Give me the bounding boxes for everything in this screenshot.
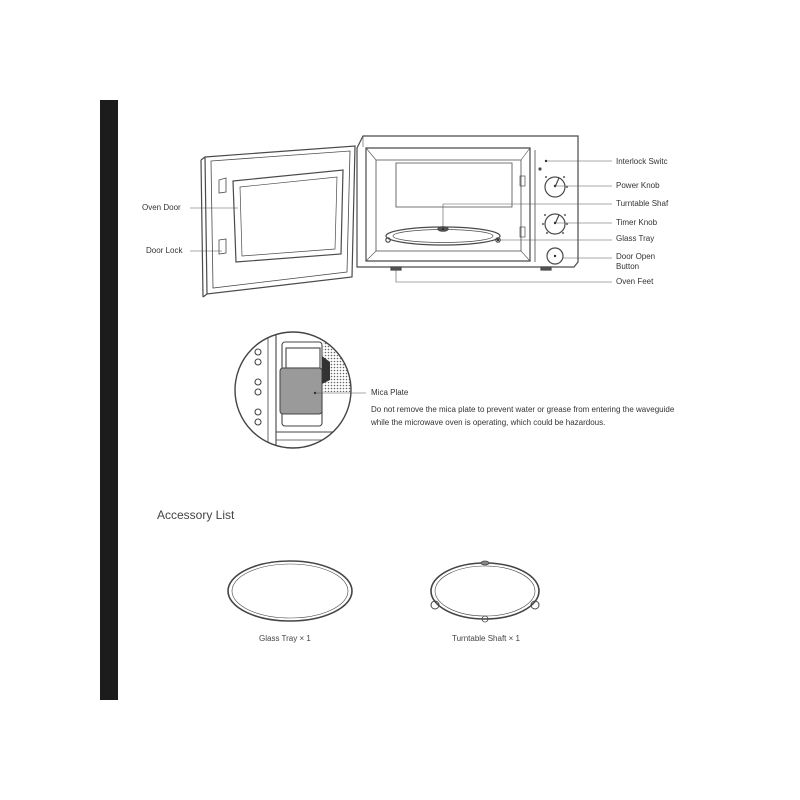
turntable-shaft-caption: Turntable Shaft × 1 bbox=[452, 634, 520, 643]
mica-plate-detail bbox=[235, 332, 366, 450]
mica-plate-note: Do not remove the mica plate to prevent water or grease from entering the waveguide while the microwave oven is operating, which could be hazardous. bbox=[371, 405, 675, 427]
accessory-list-heading: Accessory List bbox=[157, 508, 235, 522]
glass-tray-caption: Glass Tray × 1 bbox=[259, 634, 311, 643]
turntable-shaft-illustration bbox=[431, 561, 539, 622]
oven-cabinet-illustration bbox=[357, 136, 578, 270]
timer-knob-label: Timer Knob bbox=[616, 218, 658, 227]
glass-tray-illustration bbox=[228, 561, 352, 621]
power-knob-label: Power Knob bbox=[616, 181, 660, 190]
door-lock-label: Door Lock bbox=[146, 246, 183, 255]
glass-tray-label: Glass Tray bbox=[616, 234, 655, 243]
oven-door-illustration bbox=[201, 146, 355, 297]
oven-feet-label: Oven Feet bbox=[616, 277, 654, 286]
oven-door-label: Oven Door bbox=[142, 203, 181, 212]
door-open-button-label-line1: Door Open bbox=[616, 252, 656, 261]
interlock-switch-label: Interlock Switc bbox=[616, 157, 668, 166]
turntable-shaft-label: Turntable Shaf bbox=[616, 199, 669, 208]
mica-plate-title: Mica Plate bbox=[371, 388, 409, 397]
door-open-button-label-line2: Button bbox=[616, 262, 640, 271]
